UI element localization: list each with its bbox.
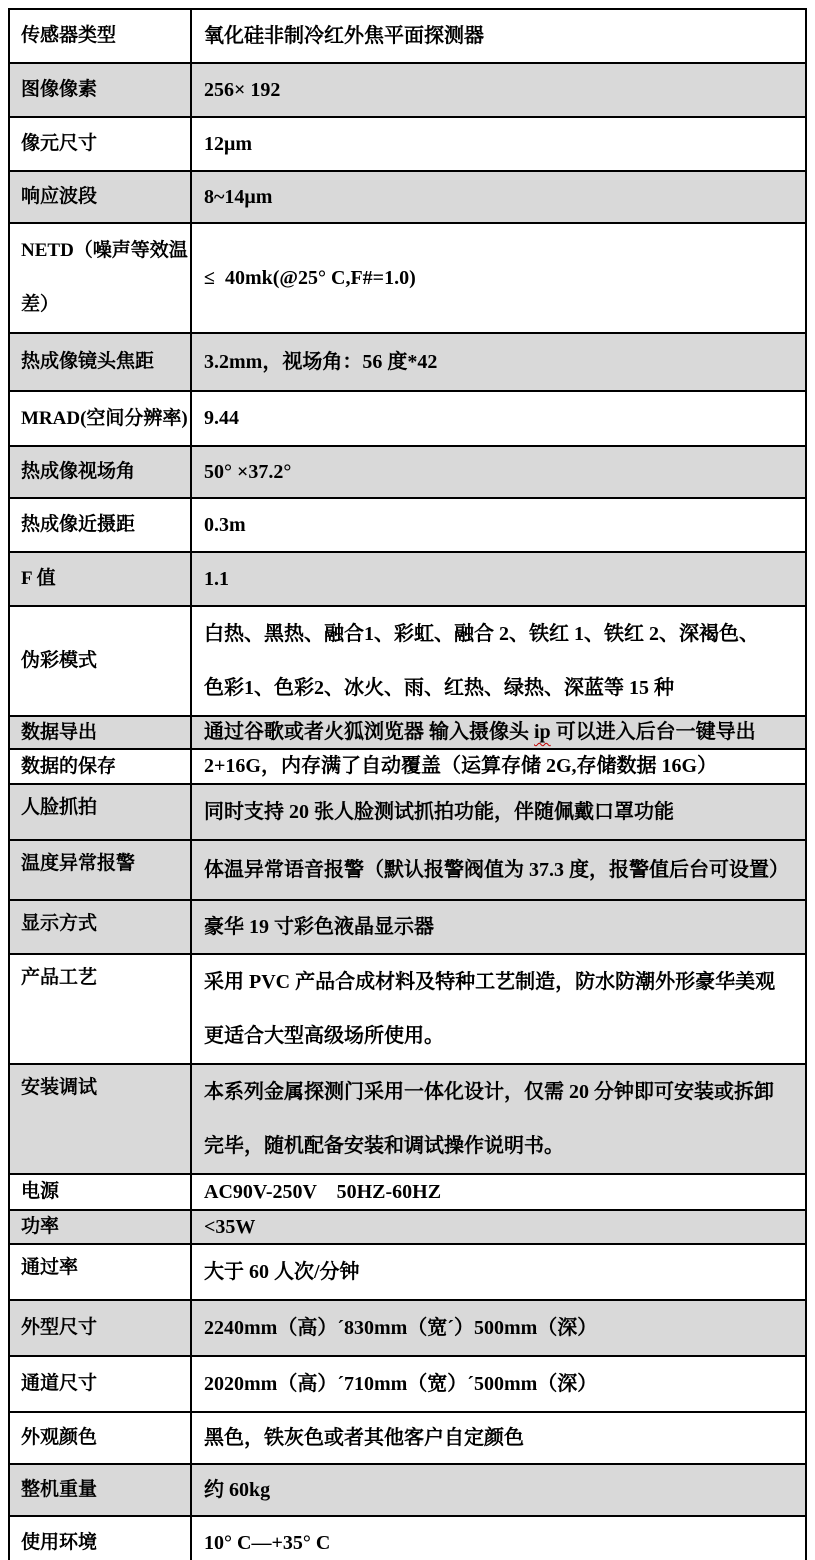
spec-value-cell: 3.2mm，视场角：56 度*42 <box>191 333 806 391</box>
spec-label-cell: 热成像视场角 <box>9 446 191 498</box>
table-row <box>9 1210 806 1244</box>
spec-value-cell: AC90V-250V 50HZ-60HZ <box>191 1174 806 1210</box>
table-row <box>9 1412 806 1464</box>
table-row <box>9 446 806 498</box>
spec-value-cell: ≤ 40mk(@25° C,F#=1.0) <box>191 223 806 333</box>
spec-label-cell: 通过率 <box>9 1244 191 1300</box>
spec-value-text: 通过谷歌或者火狐浏览器 输入摄像头 <box>204 721 534 743</box>
spec-label-cell: 外观颜色 <box>9 1412 191 1464</box>
spec-value-cell: 8~14μm <box>191 171 806 223</box>
table-row <box>9 900 806 954</box>
spec-label-cell: 使用环境 <box>9 1516 191 1560</box>
table-row <box>9 1244 806 1300</box>
table-row <box>9 1174 806 1210</box>
spec-value-cell: <35W <box>191 1210 806 1244</box>
spec-value-cell: 50° ×37.2° <box>191 446 806 498</box>
table-row <box>9 840 806 900</box>
spec-label-cell: 电源 <box>9 1174 191 1210</box>
table-row <box>9 9 806 63</box>
table-row <box>9 749 806 784</box>
spec-label-cell: 图像像素 <box>9 63 191 117</box>
spec-value-cell: 约 60kg <box>191 1464 806 1516</box>
table-row <box>9 716 806 749</box>
spec-value-cell: 2+16G，内存满了自动覆盖（运算存储 2G,存储数据 16G） <box>191 749 806 784</box>
spec-label-cell: 响应波段 <box>9 171 191 223</box>
spec-value-cell: 体温异常语音报警（默认报警阀值为 37.3 度，报警值后台可设置） <box>191 840 806 900</box>
table-row <box>9 1356 806 1412</box>
spec-table-body <box>9 9 806 1560</box>
spec-value-text: 可以进入后台一键导出 <box>550 721 756 743</box>
spec-label-cell: 人脸抓拍 <box>9 784 191 840</box>
table-row <box>9 333 806 391</box>
spec-label-cell: 温度异常报警 <box>9 840 191 900</box>
spec-value-cell <box>191 954 806 1064</box>
spec-value-cell: 12μm <box>191 117 806 171</box>
table-row <box>9 552 806 606</box>
spec-value-cell <box>191 1064 806 1174</box>
table-row <box>9 954 806 1064</box>
spec-label-cell: 热成像镜头焦距 <box>9 333 191 391</box>
spec-label-cell: 通道尺寸 <box>9 1356 191 1412</box>
spec-value-line: 白热、黑热、融合1、彩虹、融合 2、铁红 1、铁红 2、深褐色、 <box>204 623 759 645</box>
spec-label-cell: F 值 <box>9 552 191 606</box>
table-row <box>9 1464 806 1516</box>
spec-label-cell: 显示方式 <box>9 900 191 954</box>
table-row <box>9 223 806 333</box>
spec-label-cell: MRAD(空间分辨率) <box>9 391 191 446</box>
spec-value-cell: 氧化硅非制冷红外焦平面探测器 <box>191 9 806 63</box>
spec-label-cell: 功率 <box>9 1210 191 1244</box>
spec-label-cell: 外型尺寸 <box>9 1300 191 1356</box>
spec-value-line: 色彩1、色彩2、冰火、雨、红热、绿热、深蓝等 15 种 <box>204 677 674 699</box>
spec-value-line: 完毕，随机配备安装和调试操作说明书。 <box>204 1135 564 1157</box>
spec-value-line: 本系列金属探测门采用一体化设计，仅需 20 分钟即可安装或拆卸 <box>204 1081 774 1103</box>
spec-label-line: NETD（噪声等效温 <box>21 240 188 261</box>
spec-label-cell: 数据的保存 <box>9 749 191 784</box>
spec-label-cell: 整机重量 <box>9 1464 191 1516</box>
spec-label-cell: 像元尺寸 <box>9 117 191 171</box>
misspelled-word: ip <box>534 721 551 743</box>
spec-value-cell <box>191 606 806 716</box>
spec-value-cell: 10° C—+35° C <box>191 1516 806 1560</box>
spec-value-cell: 大于 60 人次/分钟 <box>191 1244 806 1300</box>
spec-label-cell: 伪彩模式 <box>9 606 191 716</box>
spec-label-cell: 数据导出 <box>9 716 191 749</box>
spec-label-cell: 传感器类型 <box>9 9 191 63</box>
table-row <box>9 171 806 223</box>
table-row <box>9 1300 806 1356</box>
table-row <box>9 1064 806 1174</box>
spec-value-line: 更适合大型高级场所使用。 <box>204 1025 444 1047</box>
spec-value-cell: 256× 192 <box>191 63 806 117</box>
spec-label-cell <box>9 223 191 333</box>
spec-label-cell: 安装调试 <box>9 1064 191 1174</box>
spec-label-cell: 产品工艺 <box>9 954 191 1064</box>
spec-label-cell: 热成像近摄距 <box>9 498 191 552</box>
table-row <box>9 1516 806 1560</box>
spec-value-cell: 0.3m <box>191 498 806 552</box>
spec-value-cell: 9.44 <box>191 391 806 446</box>
spec-value-cell <box>191 716 806 749</box>
spec-value-cell: 同时支持 20 张人脸测试抓拍功能，伴随佩戴口罩功能 <box>191 784 806 840</box>
spec-value-line: 采用 PVC 产品合成材料及特种工艺制造，防水防潮外形豪华美观 <box>204 971 776 993</box>
spec-value-cell: 1.1 <box>191 552 806 606</box>
table-row <box>9 391 806 446</box>
table-row <box>9 784 806 840</box>
spec-value-cell: 黑色，铁灰色或者其他客户自定颜色 <box>191 1412 806 1464</box>
table-row <box>9 63 806 117</box>
table-row <box>9 606 806 716</box>
spec-table <box>8 8 807 1560</box>
spec-value-cell: 2240mm（高）´830mm（宽´）500mm（深） <box>191 1300 806 1356</box>
spec-label-line: 差） <box>21 294 60 315</box>
table-row <box>9 498 806 552</box>
table-row <box>9 117 806 171</box>
spec-value-cell: 2020mm（高）´710mm（宽）´500mm（深） <box>191 1356 806 1412</box>
spec-value-cell: 豪华 19 寸彩色液晶显示器 <box>191 900 806 954</box>
